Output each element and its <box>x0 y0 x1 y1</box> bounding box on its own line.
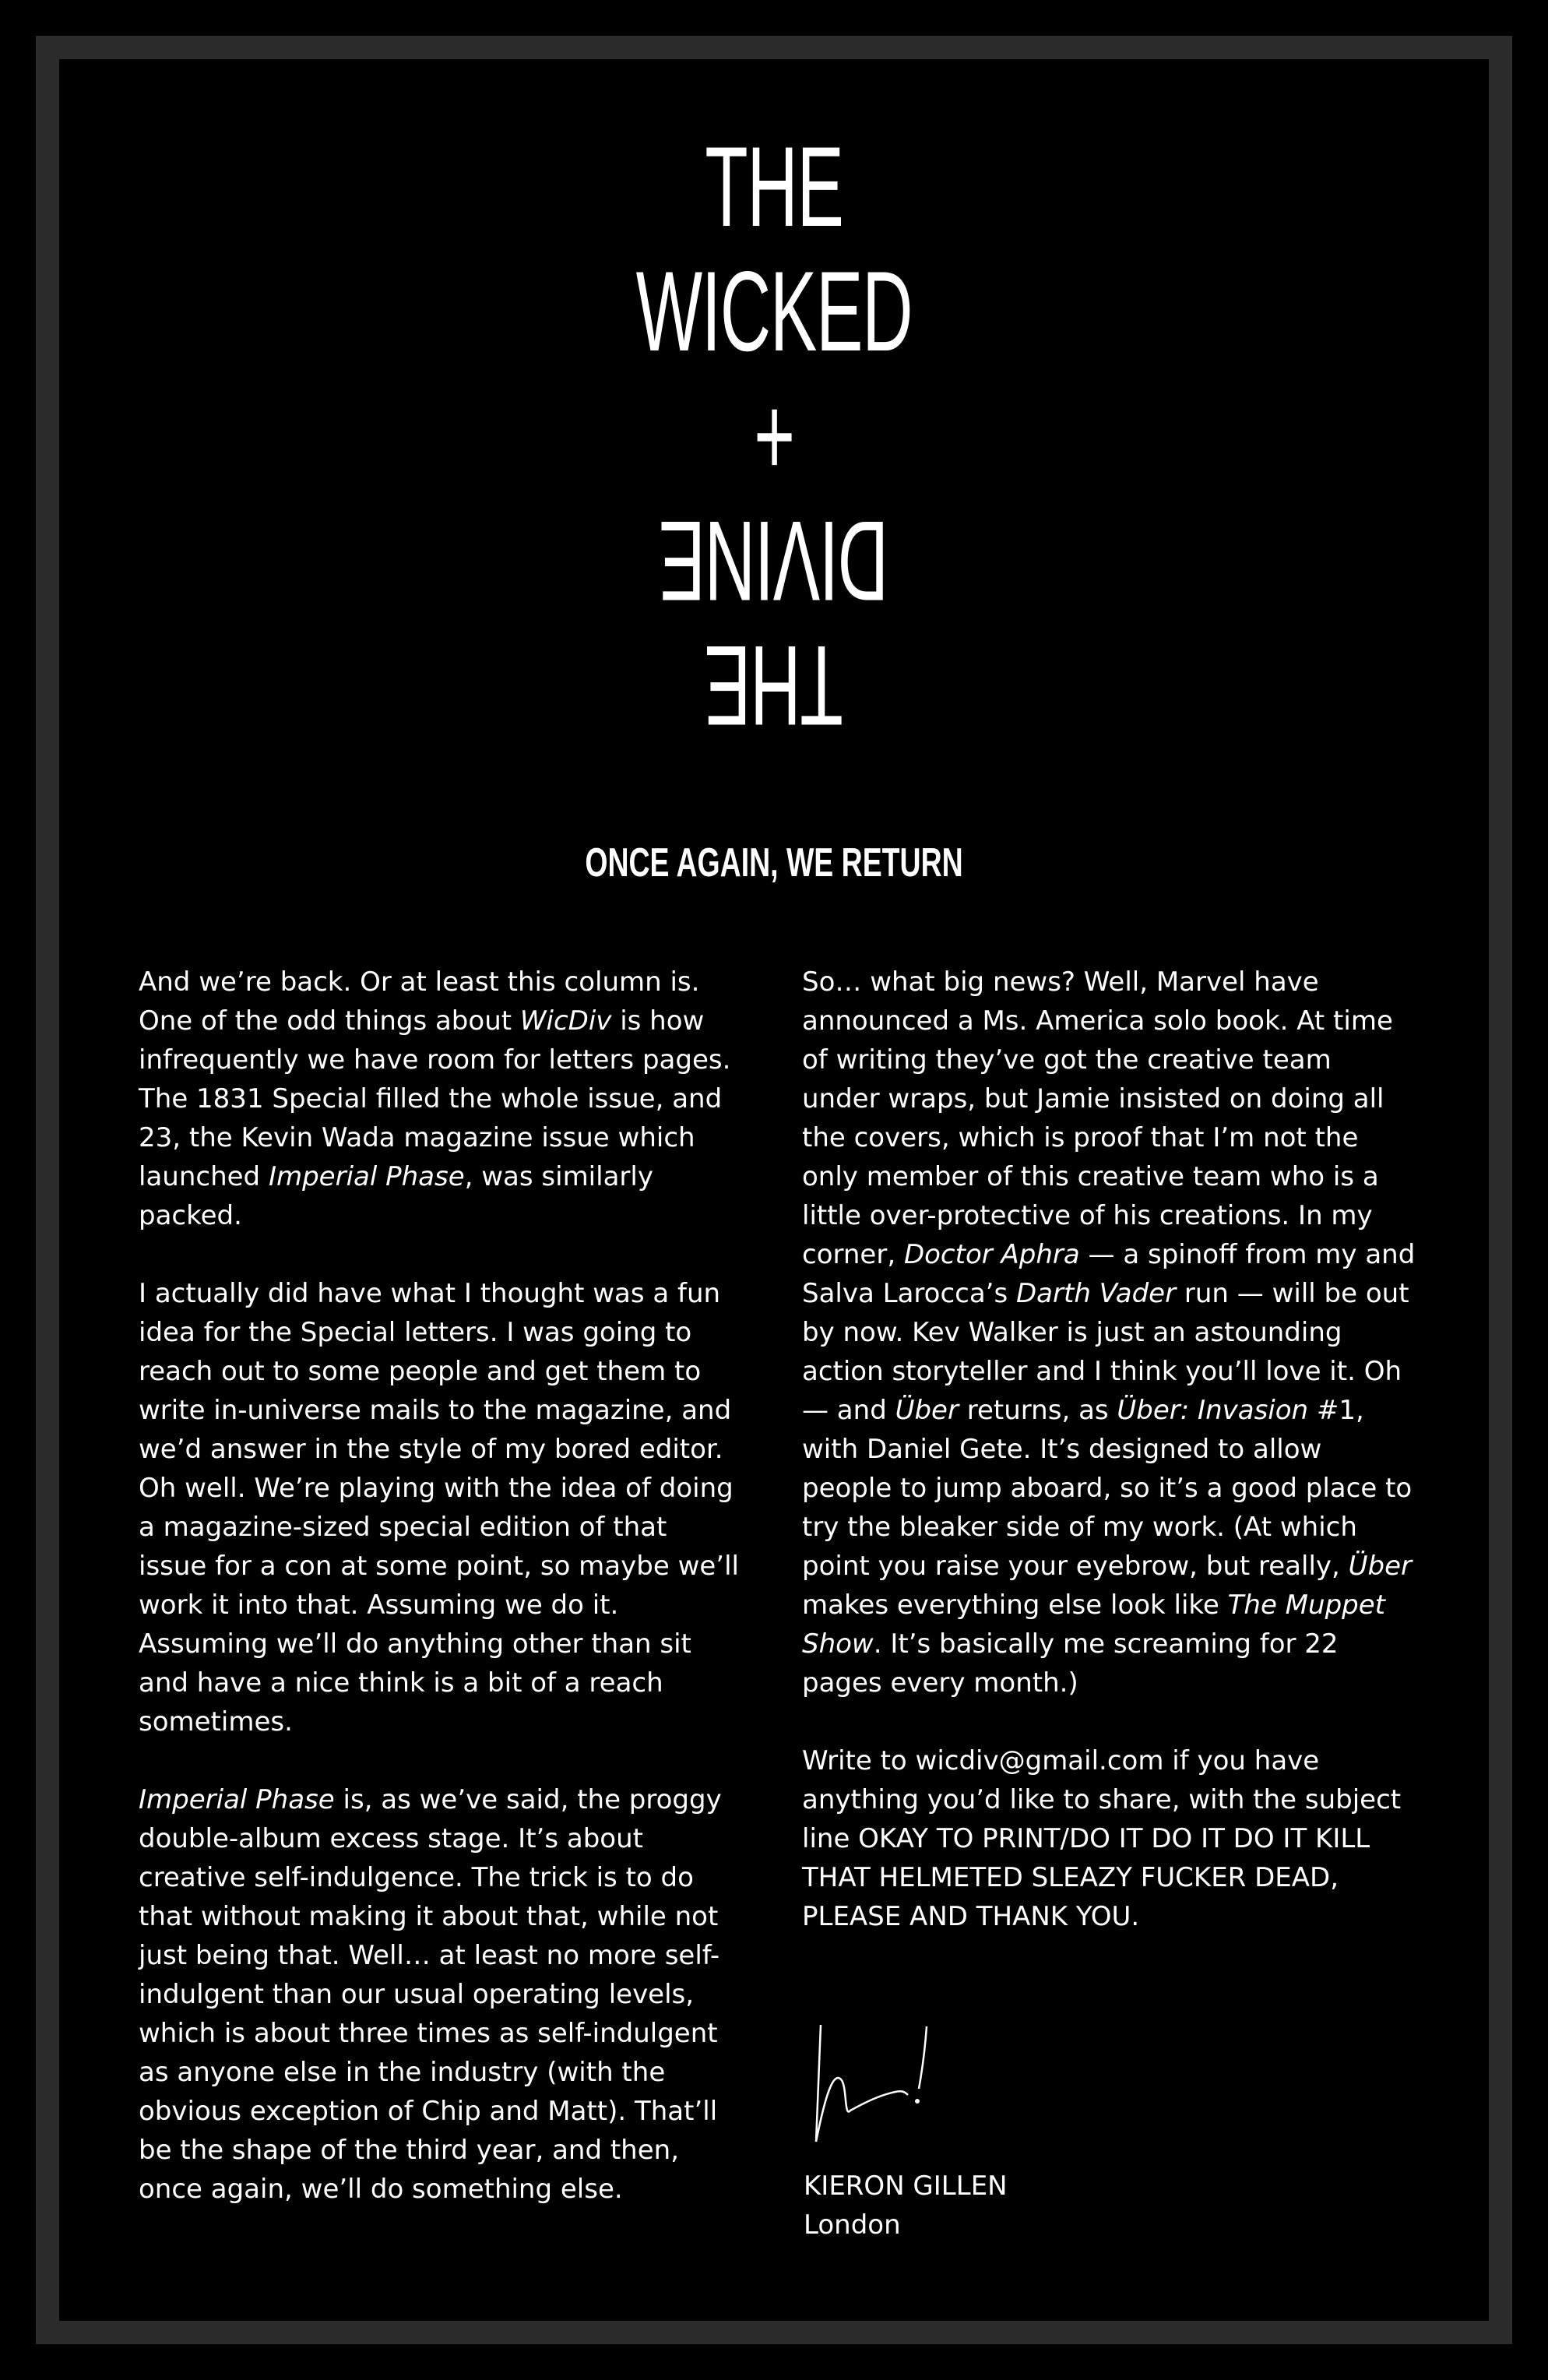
paragraph: I actually did have what I thought was a fun idea for the Special letters. I was going to reach out to some people and get them to write in-universe mails to the magazine, and we’d answer in the style of my bored editor. Oh well. We’re playing with the idea of doing a magazine-sized special edition of that issue for a con at some point, so maybe we’ll work it into that. Assuming we do it. Assuming we’ll do anything other than sit and have a nice think is a bit of a reach sometimes. <box>139 1278 739 1737</box>
right-column <box>802 963 1417 1975</box>
author-name: KIERON GILLEN <box>804 2171 1008 2202</box>
logo-line-divine-inverted: DIVINE <box>659 498 889 625</box>
logo-line-plus: + <box>754 372 794 499</box>
logo-line-wicked: WICKED <box>635 248 913 375</box>
paragraph: Write to wicdiv@gmail.com if you have anything you’d like to share, with the subject line OKAY TO PRINT/DO IT DO IT DO IT KILL THAT HELMETED SLEAZY FUCKER DEAD, PLEASE AND THANK YOU. <box>802 1745 1402 1932</box>
logo-line-the-inverted: THE <box>705 622 843 749</box>
paragraph: So… what big news? Well, Marvel have announced a Ms. America solo book. At time of writing they’ve got the creative team under wraps, but Jamie insisted on doing all the covers, which is proof that I’m not the only member of this creative team who is a little over-protective of his creations. In my corner, Doctor Aphra — a spinoff from my and Salva Larocca’s Darth Vader run — will be out by now. Kev Walker is just an astounding action storyteller and I think you’ll love it. Oh — and Über returns, as Über: Invasion #1, with Daniel Gete. It’s designed to allow people to jump aboard, so it’s a good place to try the bleaker side of my work. (At which point you raise your eyebrow, but really, Über makes everything else look like The Muppet Show. It’s basically me screaming for 22 pages every month.) <box>802 966 1416 1699</box>
author-signoff <box>804 2167 1008 2244</box>
author-location: London <box>804 2209 901 2241</box>
logo-line-the: THE <box>705 123 843 250</box>
title-logo <box>0 125 1548 748</box>
paragraph: Imperial Phase is, as we’ve said, the proggy double-album excess stage. It’s about creative self-indulgence. The trick is to do that without making it about that, while not just being that. Well… at least no more self-indulgent than our usual operating levels, which is about three times as self-indulgent as anyone else in the industry (with the obvious exception of Chip and Matt). That’ll be the shape of the third year, and then, once again, we’ll do something else. <box>139 1784 722 2205</box>
column-heading: ONCE AGAIN, WE RETURN <box>585 840 963 885</box>
signature-image <box>810 2017 966 2149</box>
left-column <box>139 963 741 2248</box>
paragraph: And we’re back. Or at least this column is. One of the odd things about WicDiv is how infrequently we have room for letters pages. The 1831 Special filled the whole issue, and 23, the Kevin Wada magazine issue which launched Imperial Phase, was similarly packed. <box>139 966 731 1231</box>
